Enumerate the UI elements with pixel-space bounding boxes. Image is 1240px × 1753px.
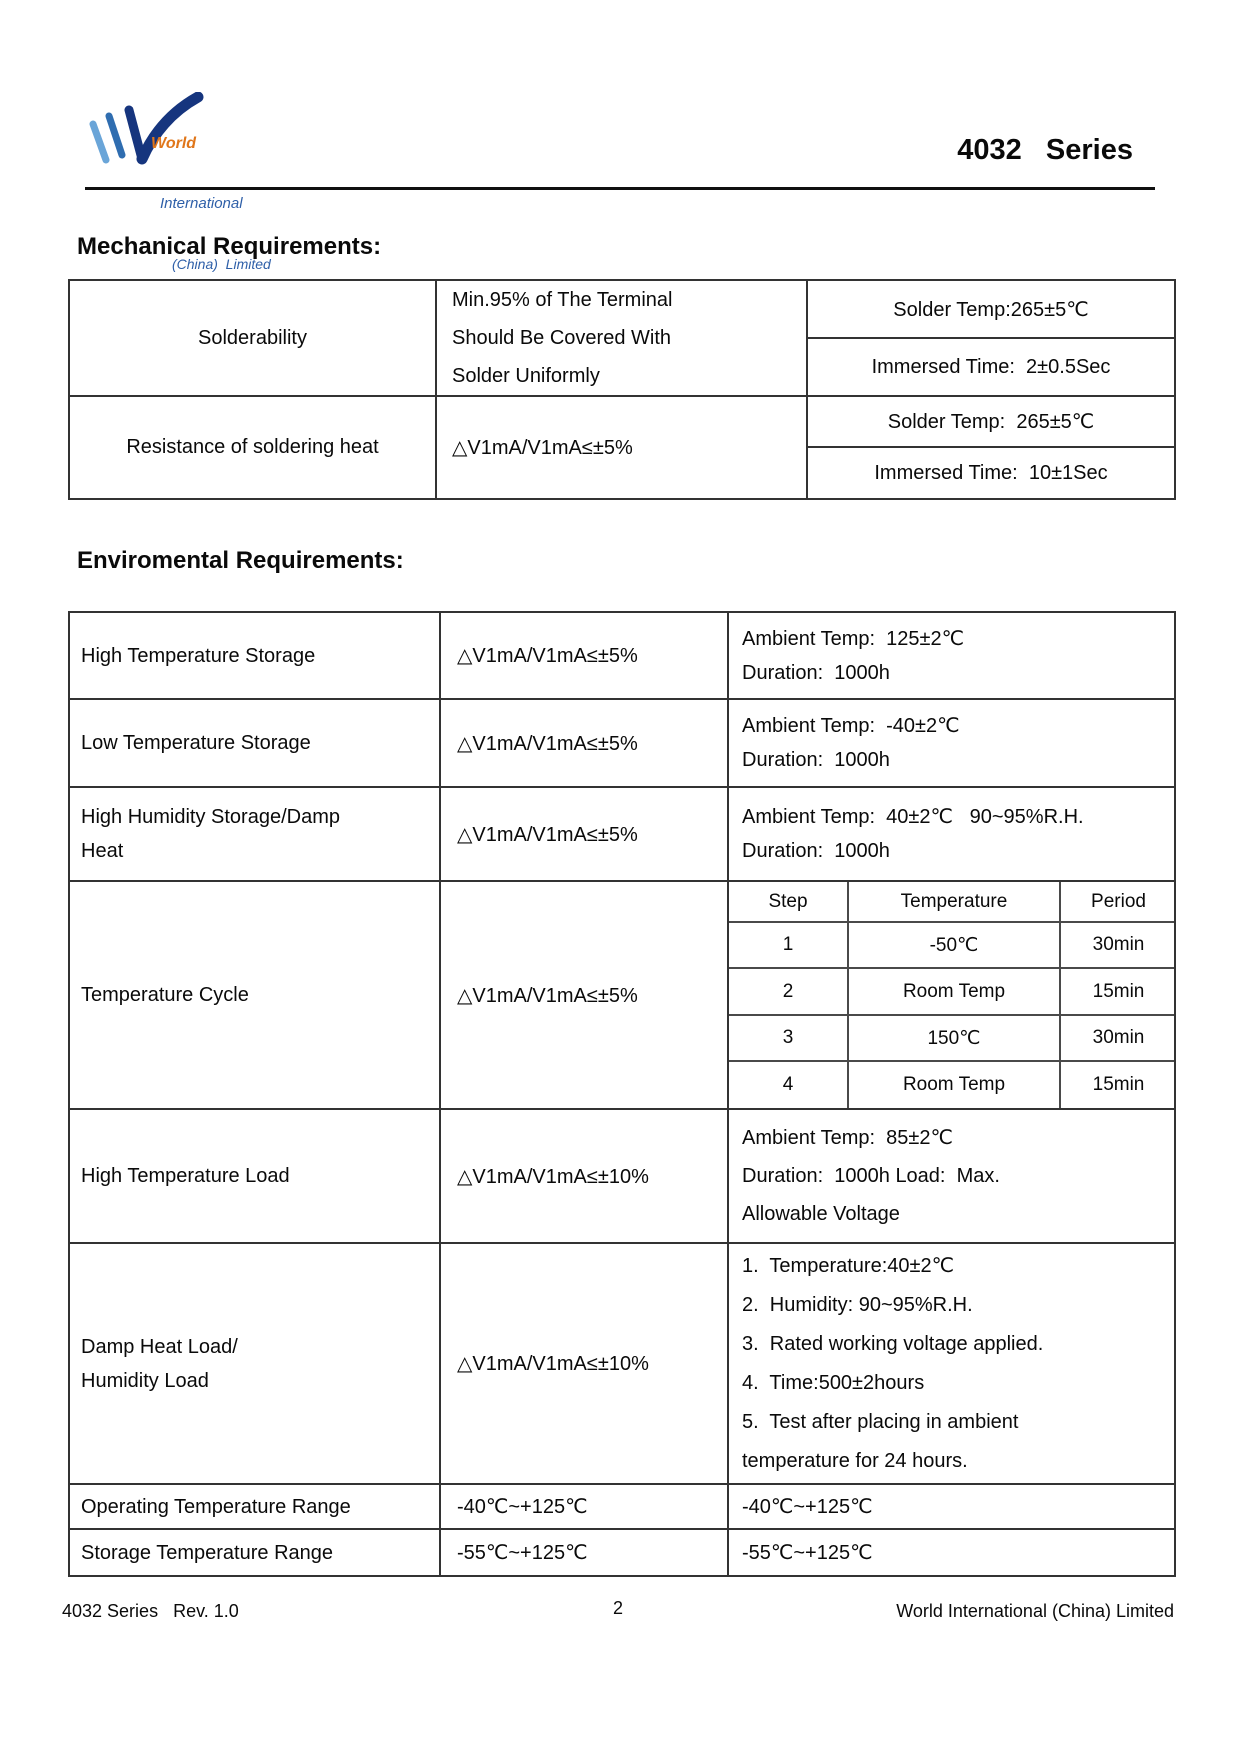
logo-text-china-limited: (China) Limited [172,256,271,272]
env-condition-cell [728,612,1175,699]
header-rule [85,187,1155,190]
cycle-temperature: 150℃ [848,1015,1060,1061]
condition-line: Ambient Temp: 85±2℃ [742,1127,953,1149]
cycle-header-temperature: Temperature [848,882,1060,922]
table-row [729,968,1176,1015]
cycle-step: 4 [729,1061,848,1108]
condition-line: Ambient Temp: -40±2℃ [742,715,960,737]
table-row [69,787,1175,881]
env-criteria: △V1mA/V1mA≤±5% [457,645,638,667]
env-criteria-cell [440,612,728,699]
env-item: High Temperature Load [81,1165,290,1187]
cycle-header-step: Step [729,882,848,922]
mech-condition-cell [807,396,1175,447]
table-row [69,396,1175,447]
env-criteria-cell [440,1529,728,1576]
condition-line: Duration: 1000h [742,749,890,771]
table-row [729,1061,1176,1108]
condition-line: Allowable Voltage [742,1203,900,1225]
env-item-cell [69,1529,440,1576]
table-row [69,1109,1175,1243]
logo-text-world: World [151,135,197,152]
condition-line: 5. Test after placing in ambient [742,1410,1019,1433]
table-row [69,1243,1175,1484]
env-criteria: -55℃~+125℃ [457,1542,588,1564]
env-criteria-cell [440,1484,728,1529]
cycle-temperature: Room Temp [848,968,1060,1015]
condition-line: Duration: 1000h [742,661,890,684]
criteria-line: Should Be Covered With [452,327,672,349]
cycle-header-period: Period [1060,882,1176,922]
cycle-step: 3 [729,1015,848,1061]
cycle-step: 1 [729,922,848,968]
env-criteria: -40℃~+125℃ [457,1496,588,1518]
environmental-table [68,611,1176,1577]
env-criteria: △V1mA/V1mA≤±10% [457,1165,649,1188]
condition-line: Solder Temp: 265±5℃ [887,411,1095,433]
env-item: Damp Heat Load/ [81,1335,238,1358]
cycle-period: 15min [1060,968,1176,1015]
table-row [69,881,1175,1109]
criteria-line: △V1mA/V1mA≤±5% [452,436,633,459]
env-item: Storage Temperature Range [81,1541,334,1564]
env-criteria: △V1mA/V1mA≤±5% [457,984,638,1007]
cycle-temperature: -50℃ [848,922,1060,968]
env-criteria-cell [440,699,728,787]
page-footer [62,1598,1174,1627]
env-criteria: △V1mA/V1mA≤±5% [457,823,638,846]
table-row [729,922,1176,968]
condition-line: -40℃~+125℃ [742,1495,873,1518]
table-row [69,699,1175,787]
condition-line: 1. Temperature:40±2℃ [742,1254,955,1277]
mech-criteria-cell [436,280,807,396]
env-criteria-cell [440,1243,728,1484]
env-item-cell [69,787,440,881]
section-heading-environmental: Enviromental Requirements: [77,547,404,574]
criteria-line: Solder Uniformly [452,365,600,387]
env-condition-cell [728,699,1175,787]
table-row [729,882,1176,922]
condition-line: Immersed Time: 2±0.5Sec [871,355,1111,378]
env-item: Low Temperature Storage [81,732,311,754]
env-item: Temperature Cycle [81,984,249,1006]
condition-line: 3. Rated working voltage applied. [742,1332,1044,1355]
cycle-period: 30min [1060,1015,1176,1061]
cycle-step: 2 [729,968,848,1015]
condition-line: Duration: 1000h Load: Max. [742,1165,1000,1187]
condition-line: 2. Humidity: 90~95%R.H. [742,1293,973,1316]
mech-condition-cell [807,338,1175,396]
footer-company-name: World International (China) Limited [896,1601,1174,1621]
condition-line: Duration: 1000h [742,840,890,862]
env-item-cell [69,881,440,1109]
mech-condition-cell [807,280,1175,338]
env-item: Humidity Load [81,1369,209,1392]
condition-line: Solder Temp:265±5℃ [893,298,1089,321]
env-condition-cell [728,1529,1175,1576]
condition-line: -55℃~+125℃ [742,1541,873,1564]
table-row [69,612,1175,699]
env-item-cell [69,1243,440,1484]
env-criteria: △V1mA/V1mA≤±10% [457,1353,649,1375]
env-item-cell [69,699,440,787]
mech-item-cell [69,396,436,499]
env-item: High Temperature Storage [81,644,316,667]
env-item-cell [69,1484,440,1529]
env-condition-cell [728,787,1175,881]
env-criteria-cell [440,881,728,1109]
condition-line: Ambient Temp: 40±2℃ 90~95%R.H. [742,806,1084,828]
condition-line: Ambient Temp: 125±2℃ [742,627,965,650]
criteria-line: Min.95% of The Terminal [452,289,673,311]
env-criteria: △V1mA/V1mA≤±5% [457,732,638,755]
logo-text-international: International [160,195,243,212]
env-criteria-cell [440,1109,728,1243]
table-row [729,1015,1176,1061]
section-heading-mechanical: Mechanical Requirements: [77,233,382,260]
table-row [69,280,1175,338]
env-criteria-cell [440,787,728,881]
env-item: Operating Temperature Range [81,1495,351,1518]
temperature-cycle-cell [728,881,1175,1109]
page-title-series: 4032 Series [957,134,1133,166]
condition-line: Immersed Time: 10±1Sec [874,461,1108,484]
mechanical-table [68,279,1176,500]
footer-page-number: 2 [612,1598,623,1618]
cycle-temperature: Room Temp [848,1061,1060,1108]
condition-line: temperature for 24 hours. [742,1449,968,1472]
mech-item: Resistance of soldering heat [126,436,379,458]
cycle-period: 15min [1060,1061,1176,1108]
mech-condition-cell [807,447,1175,499]
mech-item-cell [69,280,436,396]
table-row [69,1529,1175,1576]
env-condition-cell [728,1109,1175,1243]
condition-line: 4. Time:500±2hours [742,1371,925,1394]
footer-doc-revision: 4032 Series Rev. 1.0 [62,1601,239,1621]
mech-item: Solderability [198,326,307,349]
env-condition-cell [728,1243,1175,1484]
env-item: High Humidity Storage/Damp [81,806,340,828]
cycle-period: 30min [1060,922,1176,968]
mech-criteria-cell [436,396,807,499]
table-row [69,1484,1175,1529]
temperature-cycle-table [729,882,1176,1108]
env-item-cell [69,1109,440,1243]
env-item: Heat [81,840,124,862]
env-item-cell [69,612,440,699]
env-condition-cell [728,1484,1175,1529]
